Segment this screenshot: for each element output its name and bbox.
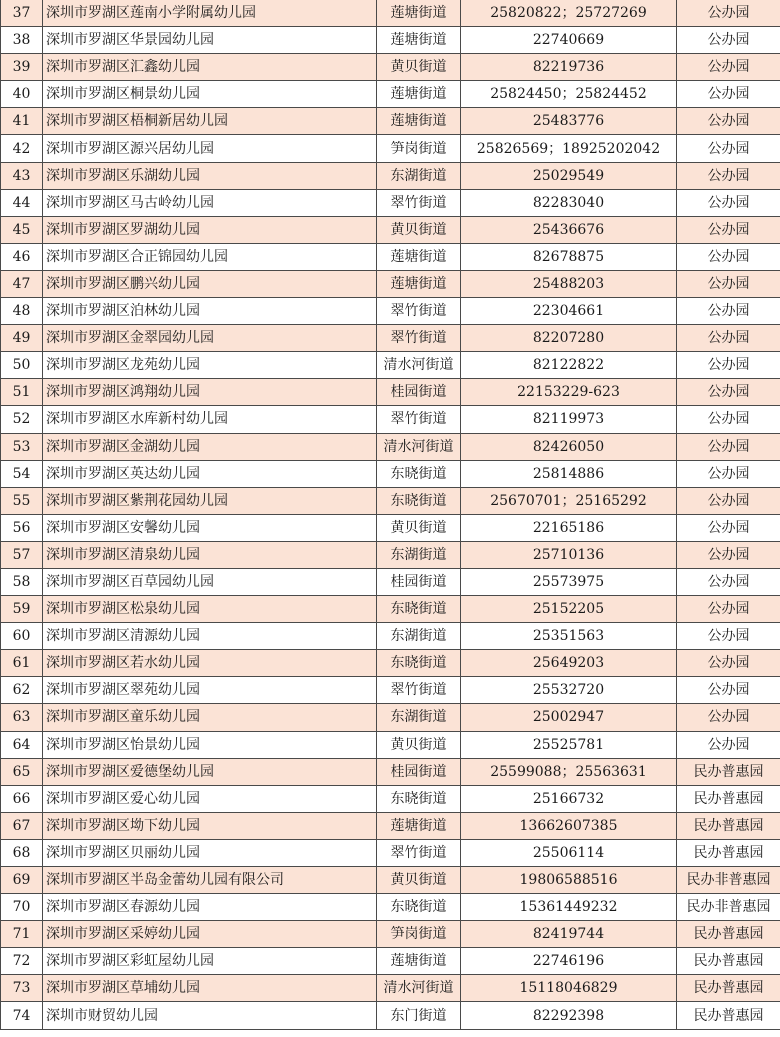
type-cell: 公办园 <box>677 0 780 27</box>
row-number-cell: 42 <box>1 135 43 162</box>
kindergarten-name-cell: 深圳市罗湖区龙苑幼儿园 <box>43 352 377 379</box>
table-row <box>1 135 780 162</box>
street-cell: 东晓街道 <box>377 785 461 812</box>
row-number-cell: 43 <box>1 162 43 189</box>
row-number-cell: 39 <box>1 54 43 81</box>
street-cell: 翠竹街道 <box>377 839 461 866</box>
table-row <box>1 894 780 921</box>
street-cell: 东晓街道 <box>377 487 461 514</box>
street-cell: 桂园街道 <box>377 568 461 595</box>
row-number-cell: 46 <box>1 243 43 270</box>
table-row <box>1 352 780 379</box>
type-cell: 公办园 <box>677 460 780 487</box>
table-row <box>1 785 780 812</box>
kindergarten-name-cell: 深圳市罗湖区梧桐新居幼儿园 <box>43 108 377 135</box>
table-row <box>1 27 780 54</box>
table-row <box>1 189 780 216</box>
table-row <box>1 839 780 866</box>
row-number-cell: 58 <box>1 568 43 595</box>
type-cell: 公办园 <box>677 514 780 541</box>
street-cell: 笋岗街道 <box>377 135 461 162</box>
table-row <box>1 379 780 406</box>
table-row <box>1 975 780 1002</box>
row-number-cell: 66 <box>1 785 43 812</box>
table-row <box>1 514 780 541</box>
street-cell: 莲塘街道 <box>377 243 461 270</box>
phone-cell: 15118046829 <box>461 975 677 1002</box>
type-cell: 公办园 <box>677 650 780 677</box>
kindergarten-name-cell: 深圳市罗湖区安馨幼儿园 <box>43 514 377 541</box>
street-cell: 翠竹街道 <box>377 325 461 352</box>
type-cell: 民办普惠园 <box>677 948 780 975</box>
table-row <box>1 677 780 704</box>
phone-cell: 25506114 <box>461 839 677 866</box>
type-cell: 民办普惠园 <box>677 839 780 866</box>
type-cell: 公办园 <box>677 433 780 460</box>
type-cell: 公办园 <box>677 216 780 243</box>
row-number-cell: 59 <box>1 596 43 623</box>
street-cell: 莲塘街道 <box>377 812 461 839</box>
street-cell: 黄贝街道 <box>377 731 461 758</box>
type-cell: 公办园 <box>677 731 780 758</box>
row-number-cell: 50 <box>1 352 43 379</box>
phone-cell: 82122822 <box>461 352 677 379</box>
kindergarten-name-cell: 深圳市罗湖区清泉幼儿园 <box>43 541 377 568</box>
street-cell: 莲塘街道 <box>377 0 461 27</box>
phone-cell: 25814886 <box>461 460 677 487</box>
type-cell: 公办园 <box>677 568 780 595</box>
row-number-cell: 54 <box>1 460 43 487</box>
phone-cell: 82207280 <box>461 325 677 352</box>
table-row <box>1 921 780 948</box>
phone-cell: 22153229-623 <box>461 379 677 406</box>
kindergarten-name-cell: 深圳市罗湖区爱心幼儿园 <box>43 785 377 812</box>
type-cell: 公办园 <box>677 487 780 514</box>
phone-cell: 25166732 <box>461 785 677 812</box>
row-number-cell: 68 <box>1 839 43 866</box>
table-row <box>1 704 780 731</box>
table-row <box>1 650 780 677</box>
kindergarten-name-cell: 深圳市罗湖区罗湖幼儿园 <box>43 216 377 243</box>
type-cell: 公办园 <box>677 135 780 162</box>
row-number-cell: 48 <box>1 298 43 325</box>
street-cell: 黄贝街道 <box>377 216 461 243</box>
kindergarten-name-cell: 深圳市罗湖区英达幼儿园 <box>43 460 377 487</box>
kindergarten-name-cell: 深圳市罗湖区马古岭幼儿园 <box>43 189 377 216</box>
type-cell: 公办园 <box>677 189 780 216</box>
kindergarten-name-cell: 深圳市罗湖区坳下幼儿园 <box>43 812 377 839</box>
kindergarten-name-cell: 深圳市罗湖区彩虹屋幼儿园 <box>43 948 377 975</box>
phone-cell: 25826569；18925202042 <box>461 135 677 162</box>
phone-cell: 25029549 <box>461 162 677 189</box>
table-row <box>1 487 780 514</box>
phone-cell: 82219736 <box>461 54 677 81</box>
type-cell: 公办园 <box>677 243 780 270</box>
phone-cell: 25436676 <box>461 216 677 243</box>
table-row <box>1 731 780 758</box>
kindergarten-name-cell: 深圳市罗湖区鹏兴幼儿园 <box>43 270 377 297</box>
kindergarten-name-cell: 深圳市罗湖区贝丽幼儿园 <box>43 839 377 866</box>
kindergarten-name-cell: 深圳市罗湖区乐湖幼儿园 <box>43 162 377 189</box>
kindergarten-name-cell: 深圳市罗湖区水库新村幼儿园 <box>43 406 377 433</box>
kindergarten-name-cell: 深圳市罗湖区汇鑫幼儿园 <box>43 54 377 81</box>
kindergarten-name-cell: 深圳市罗湖区春源幼儿园 <box>43 894 377 921</box>
row-number-cell: 64 <box>1 731 43 758</box>
phone-cell: 15361449232 <box>461 894 677 921</box>
type-cell: 公办园 <box>677 541 780 568</box>
type-cell: 公办园 <box>677 298 780 325</box>
street-cell: 黄贝街道 <box>377 514 461 541</box>
phone-cell: 25710136 <box>461 541 677 568</box>
phone-cell: 19806588516 <box>461 867 677 894</box>
phone-cell: 25824450；25824452 <box>461 81 677 108</box>
row-number-cell: 67 <box>1 812 43 839</box>
phone-cell: 22746196 <box>461 948 677 975</box>
street-cell: 东晓街道 <box>377 596 461 623</box>
street-cell: 东湖街道 <box>377 704 461 731</box>
kindergarten-name-cell: 深圳市罗湖区源兴居幼儿园 <box>43 135 377 162</box>
type-cell: 公办园 <box>677 677 780 704</box>
street-cell: 莲塘街道 <box>377 27 461 54</box>
row-number-cell: 45 <box>1 216 43 243</box>
kindergarten-name-cell: 深圳市罗湖区鸿翔幼儿园 <box>43 379 377 406</box>
row-number-cell: 38 <box>1 27 43 54</box>
kindergarten-name-cell: 深圳市罗湖区合正锦园幼儿园 <box>43 243 377 270</box>
phone-cell: 22165186 <box>461 514 677 541</box>
street-cell: 莲塘街道 <box>377 948 461 975</box>
type-cell: 公办园 <box>677 108 780 135</box>
phone-cell: 25351563 <box>461 623 677 650</box>
table-row <box>1 568 780 595</box>
kindergarten-name-cell: 深圳市财贸幼儿园 <box>43 1002 377 1029</box>
street-cell: 翠竹街道 <box>377 677 461 704</box>
row-number-cell: 73 <box>1 975 43 1002</box>
kindergarten-name-cell: 深圳市罗湖区童乐幼儿园 <box>43 704 377 731</box>
row-number-cell: 52 <box>1 406 43 433</box>
row-number-cell: 51 <box>1 379 43 406</box>
row-number-cell: 41 <box>1 108 43 135</box>
row-number-cell: 72 <box>1 948 43 975</box>
row-number-cell: 57 <box>1 541 43 568</box>
table-row <box>1 948 780 975</box>
row-number-cell: 40 <box>1 81 43 108</box>
type-cell: 民办普惠园 <box>677 921 780 948</box>
row-number-cell: 55 <box>1 487 43 514</box>
type-cell: 民办普惠园 <box>677 758 780 785</box>
phone-cell: 25483776 <box>461 108 677 135</box>
table-row <box>1 867 780 894</box>
kindergarten-name-cell: 深圳市罗湖区清源幼儿园 <box>43 623 377 650</box>
type-cell: 公办园 <box>677 596 780 623</box>
row-number-cell: 47 <box>1 270 43 297</box>
row-number-cell: 53 <box>1 433 43 460</box>
table-row <box>1 1002 780 1029</box>
street-cell: 莲塘街道 <box>377 270 461 297</box>
phone-cell: 82119973 <box>461 406 677 433</box>
type-cell: 民办非普惠园 <box>677 894 780 921</box>
table-body <box>1 0 780 1029</box>
phone-cell: 25152205 <box>461 596 677 623</box>
phone-cell: 25670701；25165292 <box>461 487 677 514</box>
table-row <box>1 81 780 108</box>
kindergarten-name-cell: 深圳市罗湖区金翠园幼儿园 <box>43 325 377 352</box>
kindergarten-name-cell: 深圳市罗湖区莲南小学附属幼儿园 <box>43 0 377 27</box>
phone-cell: 25488203 <box>461 270 677 297</box>
table-row <box>1 0 780 27</box>
type-cell: 公办园 <box>677 352 780 379</box>
row-number-cell: 71 <box>1 921 43 948</box>
table-row <box>1 758 780 785</box>
row-number-cell: 63 <box>1 704 43 731</box>
table-row <box>1 325 780 352</box>
street-cell: 东湖街道 <box>377 541 461 568</box>
table-row <box>1 216 780 243</box>
phone-cell: 13662607385 <box>461 812 677 839</box>
table-row <box>1 623 780 650</box>
kindergarten-name-cell: 深圳市罗湖区泊林幼儿园 <box>43 298 377 325</box>
street-cell: 桂园街道 <box>377 758 461 785</box>
table-row <box>1 596 780 623</box>
type-cell: 民办普惠园 <box>677 812 780 839</box>
phone-cell: 82426050 <box>461 433 677 460</box>
phone-cell: 25525781 <box>461 731 677 758</box>
kindergarten-name-cell: 深圳市罗湖区松泉幼儿园 <box>43 596 377 623</box>
row-number-cell: 61 <box>1 650 43 677</box>
street-cell: 东湖街道 <box>377 623 461 650</box>
row-number-cell: 70 <box>1 894 43 921</box>
type-cell: 民办普惠园 <box>677 785 780 812</box>
phone-cell: 25573975 <box>461 568 677 595</box>
street-cell: 东晓街道 <box>377 460 461 487</box>
row-number-cell: 74 <box>1 1002 43 1029</box>
phone-cell: 25002947 <box>461 704 677 731</box>
phone-cell: 82419744 <box>461 921 677 948</box>
table-row <box>1 243 780 270</box>
phone-cell: 22740669 <box>461 27 677 54</box>
table-row <box>1 108 780 135</box>
kindergarten-name-cell: 深圳市罗湖区若水幼儿园 <box>43 650 377 677</box>
street-cell: 莲塘街道 <box>377 108 461 135</box>
street-cell: 东晓街道 <box>377 894 461 921</box>
street-cell: 黄贝街道 <box>377 54 461 81</box>
street-cell: 清水河街道 <box>377 352 461 379</box>
kindergarten-name-cell: 深圳市罗湖区翠苑幼儿园 <box>43 677 377 704</box>
phone-cell: 25820822；25727269 <box>461 0 677 27</box>
table-row <box>1 541 780 568</box>
kindergarten-name-cell: 深圳市罗湖区怡景幼儿园 <box>43 731 377 758</box>
type-cell: 公办园 <box>677 704 780 731</box>
kindergarten-name-cell: 深圳市罗湖区半岛金蕾幼儿园有限公司 <box>43 867 377 894</box>
row-number-cell: 60 <box>1 623 43 650</box>
row-number-cell: 49 <box>1 325 43 352</box>
type-cell: 公办园 <box>677 81 780 108</box>
phone-cell: 82678875 <box>461 243 677 270</box>
street-cell: 东湖街道 <box>377 162 461 189</box>
table-row <box>1 460 780 487</box>
table-row <box>1 54 780 81</box>
street-cell: 清水河街道 <box>377 433 461 460</box>
type-cell: 公办园 <box>677 623 780 650</box>
table-row <box>1 812 780 839</box>
type-cell: 公办园 <box>677 162 780 189</box>
row-number-cell: 37 <box>1 0 43 27</box>
table-row <box>1 270 780 297</box>
type-cell: 公办园 <box>677 270 780 297</box>
phone-cell: 82292398 <box>461 1002 677 1029</box>
kindergarten-name-cell: 深圳市罗湖区紫荆花园幼儿园 <box>43 487 377 514</box>
phone-cell: 25599088；25563631 <box>461 758 677 785</box>
kindergarten-name-cell: 深圳市罗湖区金湖幼儿园 <box>43 433 377 460</box>
row-number-cell: 65 <box>1 758 43 785</box>
table-row <box>1 433 780 460</box>
street-cell: 翠竹街道 <box>377 189 461 216</box>
street-cell: 东门街道 <box>377 1002 461 1029</box>
row-number-cell: 44 <box>1 189 43 216</box>
street-cell: 桂园街道 <box>377 379 461 406</box>
phone-cell: 25649203 <box>461 650 677 677</box>
phone-cell: 22304661 <box>461 298 677 325</box>
type-cell: 民办普惠园 <box>677 975 780 1002</box>
street-cell: 笋岗街道 <box>377 921 461 948</box>
type-cell: 公办园 <box>677 325 780 352</box>
type-cell: 公办园 <box>677 406 780 433</box>
street-cell: 清水河街道 <box>377 975 461 1002</box>
kindergarten-name-cell: 深圳市罗湖区百草园幼儿园 <box>43 568 377 595</box>
table-row <box>1 162 780 189</box>
row-number-cell: 62 <box>1 677 43 704</box>
phone-cell: 25532720 <box>461 677 677 704</box>
table-row <box>1 298 780 325</box>
phone-cell: 82283040 <box>461 189 677 216</box>
street-cell: 翠竹街道 <box>377 406 461 433</box>
row-number-cell: 56 <box>1 514 43 541</box>
street-cell: 黄贝街道 <box>377 867 461 894</box>
type-cell: 民办普惠园 <box>677 1002 780 1029</box>
street-cell: 莲塘街道 <box>377 81 461 108</box>
table-row <box>1 406 780 433</box>
street-cell: 东晓街道 <box>377 650 461 677</box>
type-cell: 公办园 <box>677 27 780 54</box>
kindergarten-name-cell: 深圳市罗湖区爱德堡幼儿园 <box>43 758 377 785</box>
kindergarten-name-cell: 深圳市罗湖区采婷幼儿园 <box>43 921 377 948</box>
type-cell: 公办园 <box>677 54 780 81</box>
type-cell: 民办非普惠园 <box>677 867 780 894</box>
type-cell: 公办园 <box>677 379 780 406</box>
kindergarten-name-cell: 深圳市罗湖区桐景幼儿园 <box>43 81 377 108</box>
row-number-cell: 69 <box>1 867 43 894</box>
street-cell: 翠竹街道 <box>377 298 461 325</box>
kindergarten-name-cell: 深圳市罗湖区草埔幼儿园 <box>43 975 377 1002</box>
kindergarten-name-cell: 深圳市罗湖区华景园幼儿园 <box>43 27 377 54</box>
